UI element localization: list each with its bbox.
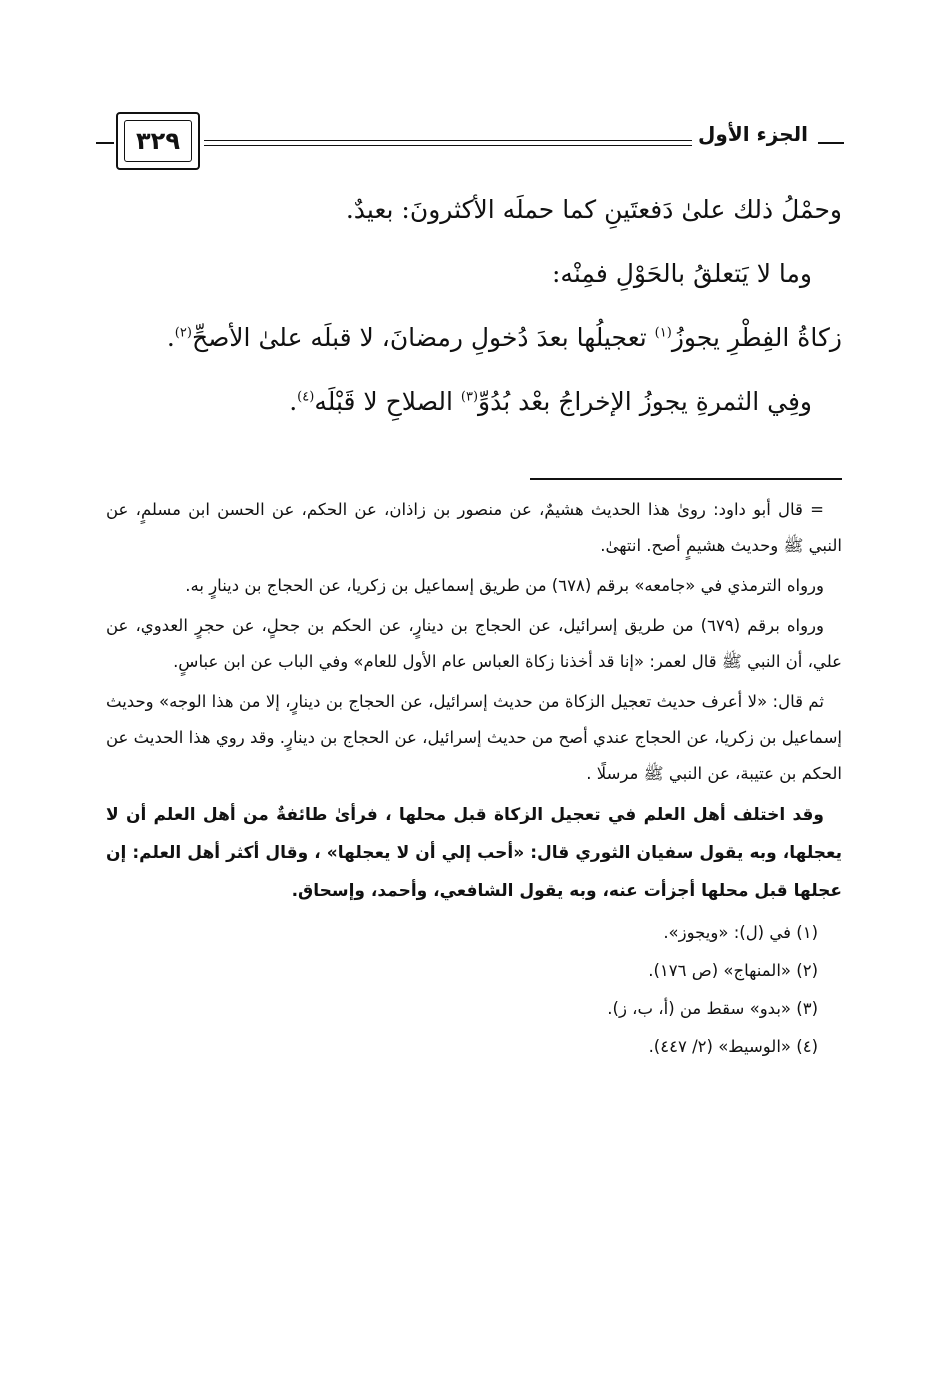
page-number-frame xyxy=(116,112,200,170)
main-line-4-a: وفِي الثمرةِ يجوزُ الإخراجُ بعْد بُدُوِّ xyxy=(478,387,812,416)
header-dash-right xyxy=(818,142,844,144)
header-rule xyxy=(204,140,692,146)
page-header xyxy=(96,112,844,174)
footnotes xyxy=(106,492,842,1066)
main-line-3 xyxy=(110,306,842,370)
footnote-ref-1: (١) xyxy=(654,325,672,341)
main-line-4-b: الصلاحِ لا قَبْلَه xyxy=(314,387,461,416)
header-dash-left xyxy=(96,142,114,144)
footnote-note-3: (٣) «بدو» سقط من (أ، ب، ز). xyxy=(607,999,818,1018)
footnote-paragraph-4: ثم قال: «لا أعرف حديث تعجيل الزكاة من حديث إسرائيل، عن الحجاج بن دينارٍ، إلا من هذا الوجه» وحديث إسماعيل بن زكريا، عن الحجاج عندي أصح من حديث إسرائيل، عن الحجاج بن دينارٍ. وقد روي هذا الحديث عن الحكم بن عتيبة، عن النبي ﷺ مرسلًا . xyxy=(106,692,842,783)
main-line-4-end: . xyxy=(289,387,298,416)
main-line-2: وما لا يَتعلقُ بالحَوْلِ فمِنْه: xyxy=(552,259,812,288)
footnote-ref-2: (٢) xyxy=(174,325,192,341)
running-head: الجزء الأول xyxy=(698,122,808,146)
footnote-ref-3: (٣) xyxy=(460,389,479,405)
footnote-paragraph-2: ورواه الترمذي في «جامعه» برقم (٦٧٨) من طريق إسماعيل بن زكريا، عن الحجاج بن دينارٍ به. xyxy=(185,576,824,595)
main-line-3-a: زكاةُ الفِطْرِ يجوزُ xyxy=(671,323,842,352)
main-text xyxy=(110,178,842,434)
footnote-note-4: (٤) «الوسيط» (٢/ ٤٤٧). xyxy=(648,1037,818,1056)
main-line-3-b: تعجيلُها بعدَ دُخولِ رمضانَ، لا قبلَه علىٰ الأصحِّ xyxy=(191,323,655,352)
main-line-1: وحمْلُ ذلك علىٰ دَفعتَينِ كما حملَه الأكثرونَ: بعيدٌ. xyxy=(345,195,842,224)
footnote-separator xyxy=(530,478,842,480)
footnote-bold-paragraph: وقد اختلف أهل العلم في تعجيل الزكاة قبل محلها ، فرأىٰ طائفةٌ من أهل العلم أن لا يعجلها، وبه يقول سفيان الثوري قال: «أحب إلي أن لا يعجلها» ، وقال أكثر أهل العلم: إن عجلها قبل محلها أجزأت عنه، وبه يقول الشافعي، وأحمد، وإسحاق. xyxy=(106,805,842,901)
footnote-ref-4: (٤) xyxy=(297,389,315,405)
footnote-note-2: (٢) «المنهاج» (ص ١٧٦). xyxy=(648,961,818,980)
main-line-3-end: . xyxy=(166,323,175,352)
footnote-paragraph-1: = قال أبو داود: روىٰ هذا الحديث هشيمٌ، عن منصور بن زاذان، عن الحكم، عن الحسن ابن مسلمٍ، عن النبي ﷺ وحديث هشيمٍ أصح. انتهىٰ. xyxy=(106,500,842,555)
footnote-note-1: (١) في (ل): «ويجوز». xyxy=(663,923,818,942)
main-line-4 xyxy=(110,370,842,434)
page-number: ٣٢٩ xyxy=(124,120,192,162)
footnote-paragraph-3: ورواه برقم (٦٧٩) من طريق إسرائيل، عن الحجاج بن دينارٍ، عن الحكم بن جحلٍ، عن حجرٍ العدوي، عن علي، أن النبي ﷺ قال لعمر: «إنا قد أخذنا زكاة العباس عام الأول للعام» وفي الباب عن ابن عباسٍ. xyxy=(106,616,842,671)
